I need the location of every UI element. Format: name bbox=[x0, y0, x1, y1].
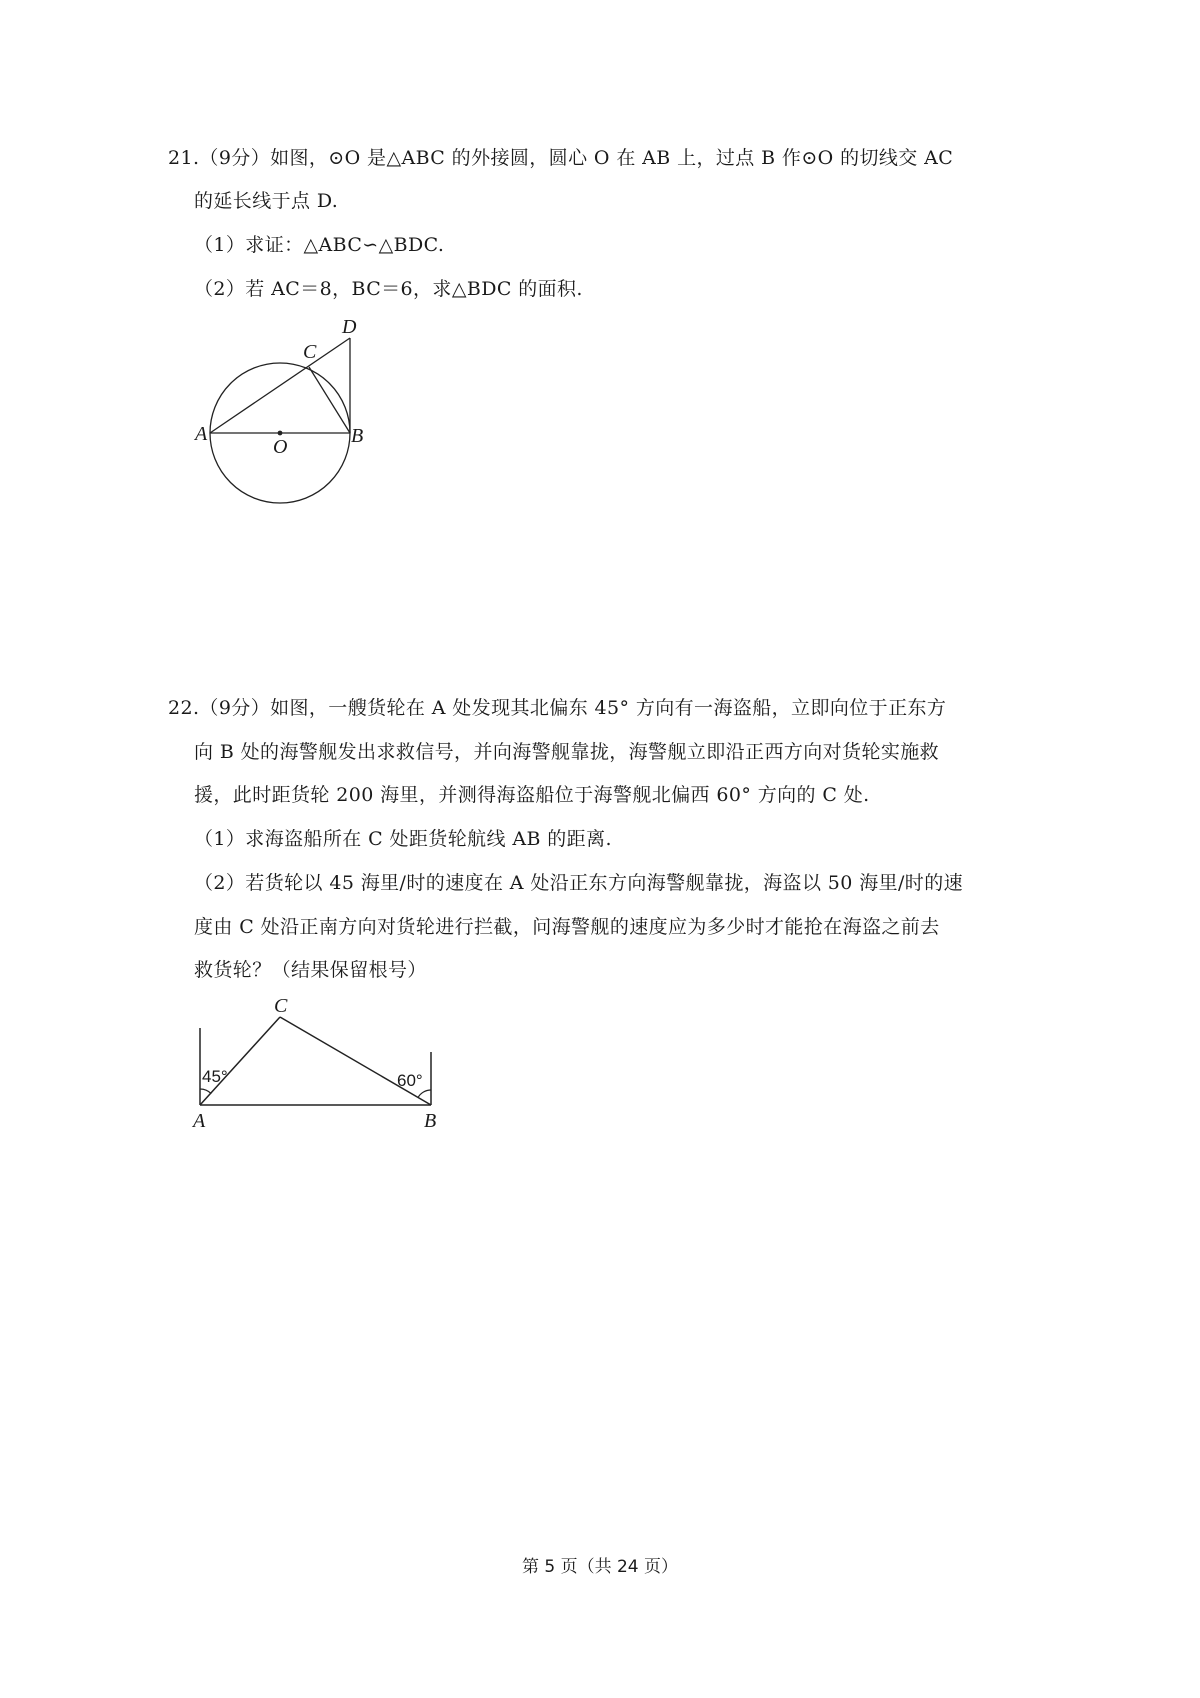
q22-part-2-line-1: （2）若货轮以 45 海里/时的速度在 A 处沿正东方向海警舰靠拢，海盗以 50 海里/时的速 bbox=[194, 872, 964, 894]
angle-arc-b bbox=[418, 1090, 431, 1098]
center-point-o bbox=[278, 431, 283, 436]
angle-label-45: 45° bbox=[202, 1067, 228, 1086]
q22-part-2-line-3: 救货轮？（结果保留根号） bbox=[194, 959, 427, 981]
label-b: B bbox=[424, 1110, 437, 1132]
q22-stem-line-1: 22.（9分）如图，一艘货轮在 A 处发现其北偏东 45° 方向有一海盗船，立即向位于正东方 bbox=[168, 697, 947, 719]
q22-part-1: （1）求海盗船所在 C 处距货轮航线 AB 的距离. bbox=[194, 828, 612, 850]
page-number: 第 5 页（共 24 页） bbox=[521, 1557, 679, 1577]
q21-part-1: （1）求证：△ABC∽△BDC. bbox=[194, 234, 445, 256]
label-d: D bbox=[342, 316, 357, 338]
label-o: O bbox=[273, 436, 288, 458]
segment-ad bbox=[210, 338, 350, 433]
q21-part-2: （2）若 AC＝8，BC＝6，求△BDC 的面积. bbox=[194, 278, 583, 300]
segment-cb bbox=[309, 367, 350, 433]
angle-label-60: 60° bbox=[397, 1071, 423, 1090]
q21-figure bbox=[190, 312, 390, 512]
q22-part-2-line-2: 度由 C 处沿正南方向对货轮进行拦截，问海警舰的速度应为多少时才能抢在海盗之前去 bbox=[194, 916, 940, 938]
label-c: C bbox=[303, 341, 317, 363]
label-c: C bbox=[274, 995, 288, 1017]
q22-stem-line-3: 援，此时距货轮 200 海里，并测得海盗船位于海警舰北偏西 60° 方向的 C 处. bbox=[194, 784, 870, 806]
triangle-diagram bbox=[190, 996, 450, 1136]
q21-stem-line-1: 21.（9分）如图，⊙O 是△ABC 的外接圆，圆心 O 在 AB 上，过点 B 作⊙O 的切线交 AC bbox=[168, 147, 954, 169]
label-a: A bbox=[195, 423, 208, 445]
q22-stem-line-2: 向 B 处的海警舰发出求救信号，并向海警舰靠拢，海警舰立即沿正西方向对货轮实施救 bbox=[194, 741, 940, 763]
q22-figure bbox=[190, 996, 450, 1136]
label-a: A bbox=[193, 1110, 206, 1132]
angle-arc-a bbox=[200, 1089, 211, 1094]
circle-diagram bbox=[190, 312, 390, 512]
q21-stem-line-2: 的延长线于点 D. bbox=[194, 190, 339, 212]
segment-ac bbox=[200, 1017, 280, 1105]
segment-cb bbox=[280, 1017, 431, 1105]
label-b: B bbox=[351, 425, 364, 447]
